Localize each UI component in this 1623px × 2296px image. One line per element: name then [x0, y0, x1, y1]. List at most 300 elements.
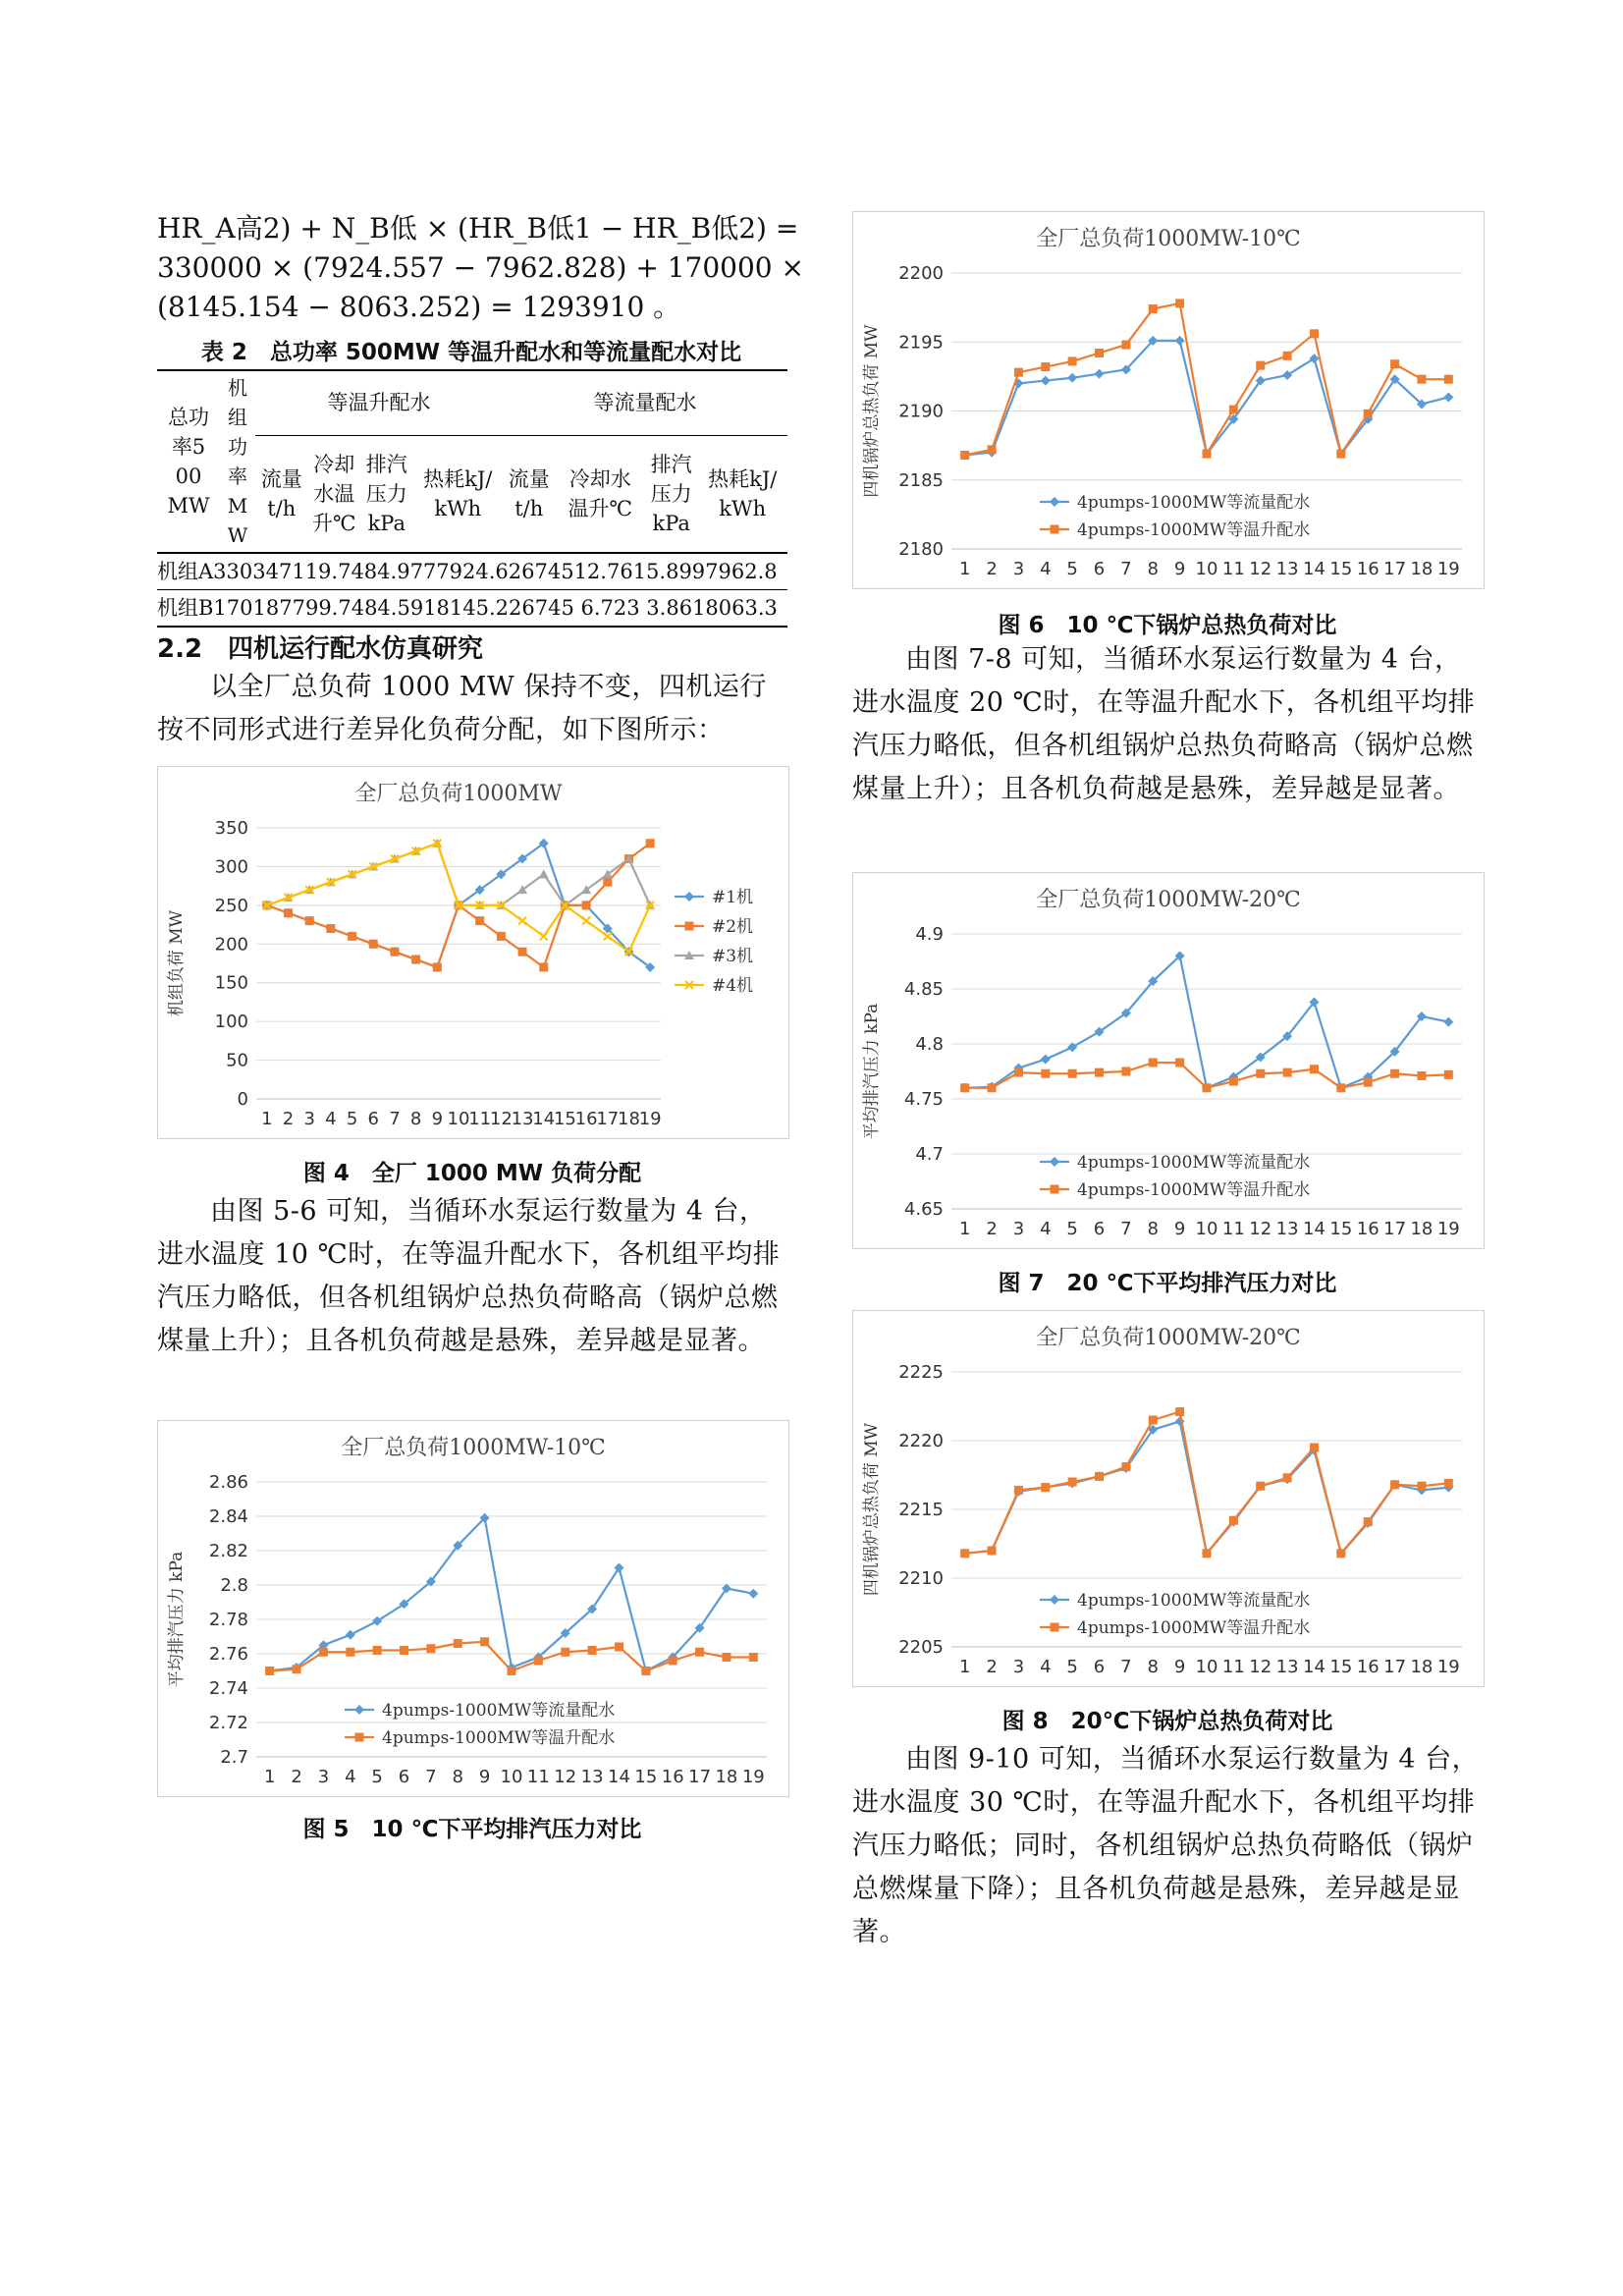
fig7-data-point	[1121, 1067, 1130, 1076]
fig7-xtick: 13	[1275, 1219, 1299, 1239]
fig4-xtick: 13	[511, 1109, 534, 1129]
fig5-data-point	[641, 1667, 650, 1675]
fig8-data-point	[1364, 1517, 1373, 1526]
fig7-xtick: 8	[1147, 1219, 1159, 1239]
fig8-ytick: 2205	[898, 1637, 944, 1658]
fig5-ytick: 2.74	[208, 1678, 248, 1699]
fig7-xtick: 17	[1383, 1219, 1407, 1239]
fig8-series-1	[960, 1407, 1453, 1558]
fig6-data-point	[1095, 349, 1104, 357]
fig7-data-point	[1149, 1059, 1158, 1067]
fig4-legend-item	[675, 976, 753, 996]
table-row-a: 机组A330347119.7484.9777924.62674512.7615.8997962.8	[157, 554, 787, 590]
fig5-xtick: 13	[580, 1767, 604, 1787]
fig4-data-point	[539, 869, 549, 878]
fig8-data-point	[1149, 1416, 1158, 1425]
fig4-xtick: 7	[389, 1109, 401, 1129]
fig7-xtick: 12	[1249, 1219, 1272, 1239]
fig5-xtick: 2	[291, 1767, 302, 1787]
fig7-series-line	[965, 956, 1449, 1087]
fig4-data-point	[518, 948, 527, 957]
fig7-data-point	[1068, 1069, 1077, 1078]
fig4-series-3	[263, 840, 654, 956]
fig8-legend-item	[1040, 1591, 1310, 1611]
fig5-xtick: 4	[345, 1767, 356, 1787]
fig6-title: 全厂总负荷1000MW-10℃	[1036, 227, 1301, 251]
fig7-data-point	[1444, 1070, 1453, 1079]
fig8-xtick: 3	[1012, 1657, 1025, 1677]
fig6-xtick: 10	[1195, 559, 1218, 579]
fig5-xtick: 11	[526, 1767, 550, 1787]
fig7-caption: 图 7 20 ℃下平均排汽压力对比	[998, 1271, 1337, 1296]
fig6-xtick: 17	[1383, 559, 1407, 579]
fig6-data-point	[1443, 392, 1453, 402]
fig6-series-line	[965, 303, 1449, 456]
fig4-xtick: 8	[409, 1109, 422, 1129]
fig8-data-point	[1121, 1462, 1130, 1471]
fig4-data-point	[539, 962, 548, 971]
fig6-data-point	[1041, 376, 1051, 386]
fig5-legend-label: 4pumps-1000MW等温升配水	[382, 1728, 616, 1748]
formula-line-2: 330000 × (7924.557 − 7962.828) + 170000 ×	[157, 251, 804, 284]
fig4-data-point	[582, 901, 591, 909]
fig7-data-point	[1095, 1068, 1104, 1077]
fig5-data-point	[346, 1648, 354, 1657]
fig5-xtick: 17	[688, 1767, 712, 1787]
fig8-data-point	[1175, 1407, 1184, 1416]
fig7-ytick: 4.85	[903, 979, 944, 1000]
fig6-xtick: 18	[1410, 559, 1434, 579]
fig8-legend-label: 4pumps-1000MW等温升配水	[1077, 1618, 1311, 1638]
table-sub-1-label: 冷却水温升℃	[312, 452, 356, 535]
fig8-xtick: 5	[1066, 1657, 1078, 1677]
fig7-xtick: 3	[1012, 1219, 1025, 1239]
fig4-xtick: 15	[553, 1109, 576, 1129]
fig7-xtick: 15	[1329, 1219, 1353, 1239]
table-sub-6	[645, 435, 698, 553]
fig8-data-point	[1283, 1473, 1292, 1482]
table-corner-label: 总功率500MW	[167, 406, 210, 518]
fig5-legend-label: 4pumps-1000MW等流量配水	[382, 1701, 616, 1721]
fig7-ytick: 4.9	[915, 924, 944, 945]
table-group-2: 等流量配水	[503, 370, 787, 435]
fig5-data-point	[615, 1643, 623, 1652]
fig4-data-point	[390, 948, 399, 957]
fig6-data-point	[1229, 406, 1238, 414]
fig7-data-point	[1364, 1078, 1373, 1087]
fig5-data-point	[722, 1653, 730, 1662]
fig7-data-point	[1041, 1069, 1050, 1078]
fig4-series-2	[262, 839, 655, 909]
fig4-xtick: 3	[303, 1109, 315, 1129]
fig5-data-point	[346, 1630, 355, 1640]
fig4-xtick: 6	[367, 1109, 379, 1129]
fig8-ytick: 2220	[898, 1431, 944, 1451]
table-sub-2-label: 排汽压力kPa	[365, 452, 407, 535]
fig4-ytick: 100	[214, 1011, 248, 1033]
fig6-data-point	[1417, 375, 1426, 384]
fig8-legend-marker	[1050, 1595, 1059, 1605]
fig6-ytick: 2190	[898, 401, 944, 422]
fig4-data-point	[475, 916, 484, 925]
fig4-xtick: 9	[431, 1109, 444, 1129]
fig6-xtick: 13	[1275, 559, 1299, 579]
fig5-data-point	[319, 1648, 328, 1657]
fig4-ytick: 350	[214, 818, 248, 839]
paragraph-3: 由图 7-8 可知，当循环水泵运行数量为 4 台，进水温度 20 ℃时，在等温升配水下，各机组平均排汽压力略低，但各机组锅炉总热负荷略高（锅炉总燃煤量上升）；且各机负荷越是悬殊，差异越是显著。	[852, 644, 1476, 804]
table-sub-4-label: 流量t/h	[508, 466, 550, 520]
fig8-legend-item	[1040, 1618, 1310, 1638]
chart-fig4	[157, 766, 789, 1139]
table-2-caption: 表 2 总功率 500MW 等温升配水和等流量配水对比	[200, 340, 742, 365]
chart-fig5	[157, 1420, 789, 1797]
fig6-xtick: 4	[1040, 559, 1052, 579]
fig8-xtick: 13	[1275, 1657, 1299, 1677]
fig5-xtick: 15	[634, 1767, 658, 1787]
fig7-data-point	[1310, 1065, 1319, 1073]
fig8-ylabel: 四机锅炉总热负荷 MW	[862, 1422, 882, 1597]
fig5-ytick: 2.7	[220, 1747, 248, 1768]
fig7-legend-label: 4pumps-1000MW等温升配水	[1077, 1180, 1311, 1200]
fig8-data-point	[1014, 1486, 1023, 1495]
fig7-ylabel: 平均排汽压力 kPa	[862, 1003, 882, 1140]
fig8-title: 全厂总负荷1000MW-20℃	[1036, 1326, 1301, 1350]
fig6-series-0	[960, 336, 1454, 461]
fig8-data-point	[1444, 1479, 1453, 1488]
fig4-xtick: 10	[447, 1109, 470, 1129]
fig5-legend-item	[345, 1701, 615, 1721]
fig4-xtick: 5	[346, 1109, 358, 1129]
fig5-legend-marker	[354, 1705, 364, 1715]
table-unit-label: 机组功率MW	[227, 376, 248, 547]
fig7-data-point	[988, 1083, 997, 1092]
table-corner-cell	[157, 370, 220, 553]
fig5-xtick: 10	[500, 1767, 523, 1787]
section-heading: 2.2 四机运行配水仿真研究	[157, 634, 484, 664]
table-sub-1	[308, 435, 361, 553]
fig8-xtick: 17	[1383, 1657, 1407, 1677]
fig7-xtick: 14	[1303, 1219, 1325, 1239]
fig5-svg	[158, 1421, 788, 1796]
fig4-data-point	[411, 956, 420, 964]
fig6-xtick: 5	[1066, 559, 1078, 579]
table-sub-5-label: 冷却水温升℃	[568, 466, 632, 520]
fig7-xtick: 7	[1120, 1219, 1132, 1239]
paragraph-4-wrap	[852, 1738, 1483, 1954]
fig5-ytick: 2.82	[208, 1541, 248, 1561]
fig8-xtick: 19	[1436, 1657, 1460, 1677]
fig4-data-point	[603, 878, 612, 887]
fig7-legend-item	[1040, 1180, 1310, 1200]
fig5-ytick: 2.8	[220, 1575, 248, 1596]
fig6-legend-label: 4pumps-1000MW等温升配水	[1077, 520, 1311, 540]
fig4-ytick: 150	[214, 972, 248, 994]
fig7-data-point	[1336, 1083, 1345, 1092]
fig8-data-point	[1068, 1478, 1077, 1487]
fig6-data-point	[1121, 341, 1130, 350]
fig6-xtick: 6	[1093, 559, 1106, 579]
fig6-data-point	[1364, 410, 1373, 418]
fig7-data-point	[1390, 1069, 1399, 1078]
fig5-data-point	[480, 1637, 489, 1646]
fig8-xtick: 2	[986, 1657, 998, 1677]
table-sub-7	[697, 435, 787, 553]
fig4-xtick: 16	[574, 1109, 598, 1129]
paragraph-4: 由图 9-10 可知，当循环水泵运行数量为 4 台，进水温度 30 ℃时，在等温升配水下，各机组平均排汽压力略低；同时，各机组锅炉总热负荷略低（锅炉总燃煤量下降）；且各机负荷越是悬殊，差异越是显著。	[852, 1744, 1480, 1947]
fig8-data-point	[1229, 1516, 1238, 1525]
fig5-xtick: 7	[425, 1767, 437, 1787]
fig5-data-point	[749, 1653, 758, 1662]
fig4-legend-label: #1机	[712, 888, 754, 907]
fig6-data-point	[1014, 368, 1023, 377]
fig8-data-point	[1336, 1549, 1345, 1558]
fig4-ytick: 250	[214, 895, 248, 916]
fig6-xtick: 14	[1303, 559, 1325, 579]
paragraph-2: 由图 5-6 可知，当循环水泵运行数量为 4 台，进水温度 10 ℃时，在等温升配水下，各机组平均排汽压力略低，但各机组锅炉总热负荷略高（锅炉总燃煤量上升）；且各机负荷越是悬殊，差异越是显著。	[157, 1196, 781, 1356]
fig4-ytick: 200	[214, 934, 248, 956]
paragraph-2-wrap	[157, 1190, 787, 1363]
table-group-1: 等温升配水	[255, 370, 503, 435]
fig4-legend-label: #2机	[712, 917, 754, 937]
fig7-xtick: 9	[1173, 1219, 1186, 1239]
fig5-ylabel: 平均排汽压力 kPa	[167, 1551, 187, 1688]
fig4-ytick: 300	[214, 856, 248, 878]
fig6-data-point	[1336, 450, 1345, 459]
table-sub-2	[360, 435, 413, 553]
fig7-xtick: 18	[1410, 1219, 1434, 1239]
fig6-data-point	[1095, 369, 1105, 379]
fig5-series-line	[270, 1518, 754, 1671]
fig7-svg	[853, 873, 1484, 1248]
fig7-xtick: 6	[1093, 1219, 1106, 1239]
fig8-svg	[853, 1311, 1484, 1686]
fig8-xtick: 12	[1249, 1657, 1272, 1677]
fig4-xtick: 18	[618, 1109, 640, 1129]
fig4-xtick: 17	[596, 1109, 620, 1129]
fig8-xtick: 4	[1040, 1657, 1052, 1677]
fig7-ytick: 4.75	[903, 1089, 944, 1110]
fig5-xtick: 3	[317, 1767, 330, 1787]
fig5-data-point	[669, 1657, 677, 1666]
fig7-data-point	[1175, 1059, 1184, 1067]
fig8-xtick: 6	[1093, 1657, 1106, 1677]
fig6-xtick: 9	[1173, 559, 1186, 579]
fig6-xtick: 2	[986, 559, 998, 579]
fig7-legend-label: 4pumps-1000MW等流量配水	[1077, 1153, 1311, 1173]
fig8-xtick: 10	[1195, 1657, 1218, 1677]
fig8-xtick: 9	[1173, 1657, 1186, 1677]
fig5-caption: 图 5 10 ℃下平均排汽压力对比	[302, 1817, 642, 1842]
fig7-data-point	[1229, 1077, 1238, 1086]
fig5-data-point	[373, 1646, 382, 1655]
fig4-data-point	[497, 932, 506, 941]
fig7-xtick: 11	[1221, 1219, 1245, 1239]
fig4-data-point	[646, 839, 655, 847]
fig5-data-point	[534, 1657, 543, 1666]
fig6-xtick: 16	[1356, 559, 1380, 579]
fig5-legend-item	[345, 1728, 615, 1748]
fig4-data-point	[604, 932, 612, 940]
fig8-data-point	[988, 1547, 997, 1556]
fig6-legend-marker	[1051, 525, 1059, 534]
fig8-data-point	[1417, 1482, 1426, 1491]
fig6-xtick: 11	[1221, 559, 1245, 579]
fig7-data-point	[960, 1083, 969, 1092]
paragraph-3-wrap	[852, 638, 1483, 811]
fig4-data-point	[369, 940, 378, 949]
fig8-data-point	[1095, 1472, 1104, 1481]
fig6-legend-item	[1040, 493, 1310, 513]
fig5-data-point	[748, 1589, 758, 1599]
fig4-xtick: 14	[532, 1109, 556, 1129]
fig7-xtick: 16	[1356, 1219, 1380, 1239]
fig5-ytick: 2.86	[208, 1472, 248, 1493]
fig5-xtick: 19	[741, 1767, 765, 1787]
fig7-legend-marker	[1051, 1185, 1059, 1194]
paragraph-1-wrap	[157, 666, 787, 752]
fig4-ytick: 50	[226, 1050, 248, 1071]
fig7-ytick: 4.65	[903, 1199, 944, 1220]
table-unit-cell	[220, 370, 255, 553]
fig5-ytick: 2.72	[208, 1713, 248, 1733]
fig4-legend-item	[675, 947, 753, 966]
fig6-data-point	[1175, 299, 1184, 307]
fig4-xtick: 1	[261, 1109, 273, 1129]
fig7-title: 全厂总负荷1000MW-20℃	[1036, 888, 1301, 912]
fig4-series-line	[267, 844, 650, 905]
fig7-ytick: 4.7	[915, 1144, 944, 1165]
fig5-legend-marker	[355, 1733, 364, 1742]
fig6-data-point	[960, 451, 969, 460]
fig6-data-point	[1149, 304, 1158, 313]
fig8-data-point	[1256, 1482, 1265, 1491]
fig6-xtick: 12	[1249, 559, 1272, 579]
fig6-data-point	[1310, 329, 1319, 338]
fig7-data-point	[1014, 1068, 1023, 1077]
fig5-data-point	[588, 1646, 597, 1655]
fig7-data-point	[1283, 1068, 1292, 1077]
fig6-ytick: 2195	[898, 332, 944, 354]
fig5-xtick: 14	[608, 1767, 630, 1787]
fig5-data-point	[454, 1639, 462, 1648]
fig6-ylabel: 四机锅炉总热负荷 MW	[862, 324, 882, 498]
fig8-legend-label: 4pumps-1000MW等流量配水	[1077, 1591, 1311, 1611]
fig4-data-point	[305, 916, 314, 925]
fig7-legend-item	[1040, 1153, 1310, 1173]
fig6-svg	[853, 212, 1484, 588]
table-row-b: 机组B170187799.7484.5918145.226745 6.723 3.8618063.3	[157, 590, 787, 628]
fig4-data-point	[326, 924, 335, 933]
fig6-data-point	[1444, 375, 1453, 384]
fig4-legend-marker	[685, 922, 694, 931]
table-sub-0-label: 流量t/h	[260, 466, 302, 520]
fig5-xtick: 5	[371, 1767, 383, 1787]
fig5-data-point	[426, 1644, 435, 1653]
fig7-legend-marker	[1050, 1157, 1059, 1167]
fig8-data-point	[1203, 1549, 1212, 1558]
fig6-xtick: 15	[1329, 559, 1353, 579]
fig5-title: 全厂总负荷1000MW-10℃	[341, 1436, 606, 1460]
paragraph-1: 以全厂总负荷 1000 MW 保持不变，四机运行按不同形式进行差异化负荷分配，如下图所示：	[157, 672, 767, 745]
fig6-legend-item	[1040, 520, 1310, 540]
fig6-data-point	[1256, 361, 1265, 370]
fig8-ytick: 2215	[898, 1500, 944, 1520]
fig7-data-point	[1203, 1083, 1212, 1092]
table-sub-0	[255, 435, 308, 553]
fig6-xtick: 1	[958, 559, 971, 579]
fig7-xtick: 1	[958, 1219, 971, 1239]
fig4-data-point	[284, 908, 293, 917]
fig7-data-point	[1041, 1055, 1051, 1065]
fig5-xtick: 9	[478, 1767, 491, 1787]
fig5-data-point	[561, 1648, 569, 1657]
fig5-xtick: 12	[554, 1767, 577, 1787]
fig6-legend-marker	[1050, 497, 1059, 507]
fig4-data-point	[348, 932, 356, 941]
fig6-xtick: 7	[1120, 559, 1132, 579]
formula-block	[157, 209, 805, 327]
chart-fig8	[852, 1310, 1485, 1687]
fig6-data-point	[1203, 450, 1212, 459]
fig6-data-point	[1309, 354, 1319, 363]
fig7-xtick: 10	[1195, 1219, 1218, 1239]
fig4-xtick: 12	[489, 1109, 513, 1129]
fig4-data-point	[433, 962, 442, 971]
fig8-caption: 图 8 20℃下锅炉总热负荷对比	[1001, 1709, 1333, 1734]
fig4-xtick: 4	[325, 1109, 337, 1129]
fig6-data-point	[1390, 359, 1399, 368]
fig7-series-0	[960, 951, 1454, 1092]
fig7-xtick: 5	[1066, 1219, 1078, 1239]
fig8-xtick: 8	[1147, 1657, 1159, 1677]
fig7-xtick: 2	[986, 1219, 998, 1239]
fig4-ytick: 0	[237, 1089, 248, 1110]
table-sub-7-label: 热耗kJ/kWh	[708, 466, 778, 520]
fig7-data-point	[1256, 1069, 1265, 1078]
fig5-xtick: 16	[661, 1767, 684, 1787]
fig8-xtick: 15	[1329, 1657, 1353, 1677]
fig8-data-point	[1310, 1444, 1319, 1452]
fig8-xtick: 11	[1221, 1657, 1245, 1677]
fig5-xtick: 18	[715, 1767, 738, 1787]
fig5-data-point	[293, 1665, 301, 1673]
fig6-data-point	[1175, 336, 1185, 346]
fig4-ylabel: 机组负荷 MW	[167, 909, 187, 1017]
fig6-series-1	[960, 299, 1453, 460]
formula-line-3: (8145.154 − 8063.252) = 1293910 。	[157, 291, 681, 323]
fig7-xtick: 4	[1040, 1219, 1052, 1239]
fig5-ytick: 2.76	[208, 1644, 248, 1665]
fig4-legend-label: #4机	[712, 976, 754, 996]
fig7-ytick: 4.8	[915, 1034, 944, 1055]
fig8-data-point	[1390, 1480, 1399, 1489]
fig5-xtick: 8	[452, 1767, 463, 1787]
fig4-legend-item	[675, 917, 753, 937]
fig4-title: 全厂总负荷1000MW	[354, 782, 563, 806]
fig8-data-point	[960, 1549, 969, 1558]
fig4-data-point	[518, 917, 526, 925]
chart-fig7	[852, 872, 1485, 1249]
fig6-caption: 图 6 10 ℃下锅炉总热负荷对比	[998, 613, 1337, 638]
fig6-data-point	[1282, 370, 1292, 380]
fig8-ytick: 2210	[898, 1568, 944, 1589]
table-sub-3-label: 热耗kJ/kWh	[423, 466, 493, 520]
fig5-ytick: 2.78	[208, 1610, 248, 1630]
fig5-xtick: 6	[398, 1767, 410, 1787]
fig4-data-point	[582, 917, 590, 925]
fig6-xtick: 3	[1012, 559, 1025, 579]
fig4-svg	[158, 767, 788, 1138]
